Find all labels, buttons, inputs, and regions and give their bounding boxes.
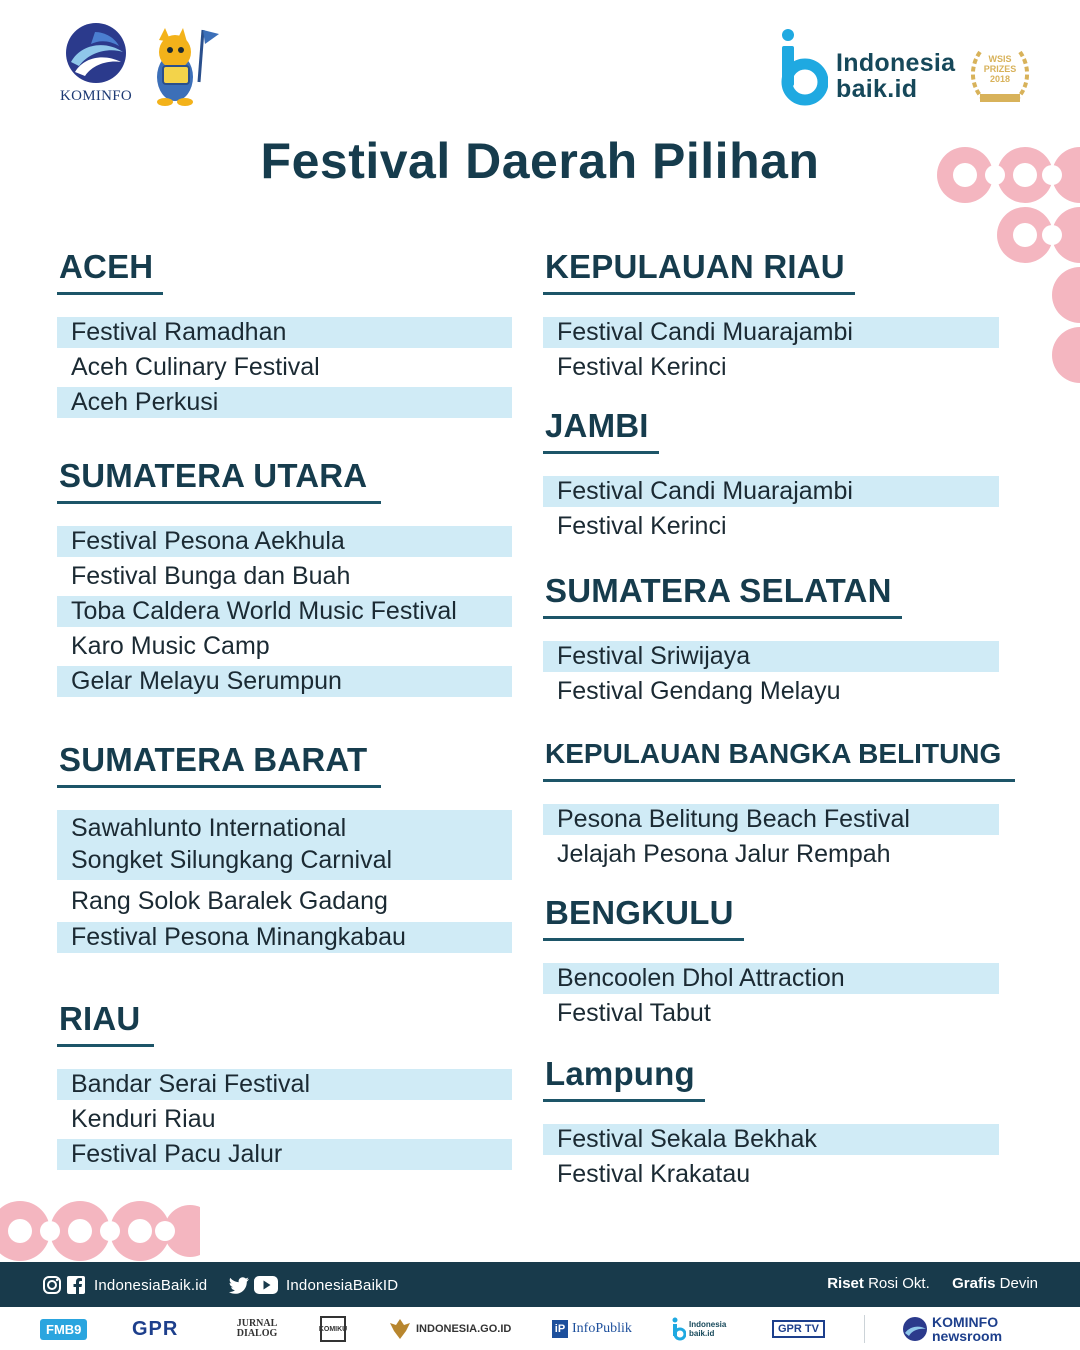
wsis-line-1: WSIS	[988, 54, 1012, 64]
credits	[827, 1275, 1038, 1292]
list-item: Festival Ramadhan	[57, 317, 512, 348]
partner-gpr-logo[interactable]: GPR	[132, 1317, 179, 1340]
infopublik-icon: iP	[552, 1320, 568, 1338]
partner-jurnal-dialog-logo[interactable]: JURNAL DIALOG	[236, 1318, 278, 1339]
ib-line-2: baik.id	[836, 75, 918, 103]
ib-line-1: Indonesia	[836, 49, 956, 77]
wsis-line-3: 2018	[989, 74, 1011, 84]
section-title: Lampung	[543, 1055, 705, 1102]
page-title: Festival Daerah Pilihan	[260, 133, 820, 189]
youtube-icon[interactable]	[254, 1276, 278, 1294]
section-title: SUMATERA SELATAN	[543, 572, 902, 619]
section-title: KEPULAUAN BANGKA BELITUNG	[543, 735, 1015, 782]
festival-list	[543, 317, 1033, 385]
indonesia-baik-logo	[780, 28, 965, 108]
kominfo-logo	[55, 22, 137, 106]
list-item: Aceh Perkusi	[57, 387, 512, 418]
section-jambi	[543, 407, 1033, 544]
list-item: Toba Caldera World Music Festival	[57, 596, 512, 627]
kominfo-small-icon	[902, 1316, 928, 1342]
social-group-1	[42, 1274, 207, 1296]
festival-list	[57, 810, 547, 953]
list-item: Festival Pesona Minangkabau	[57, 922, 512, 953]
list-item: Kenduri Riau	[71, 1105, 216, 1133]
grafis-label: Grafis	[952, 1275, 996, 1292]
grafis-name: Devin	[999, 1275, 1038, 1292]
partner-infopublik-logo[interactable]: iP InfoPublik	[552, 1316, 632, 1342]
wsis-line-2: PRIZES	[983, 64, 1017, 74]
list-item: Festival Kerinci	[557, 512, 727, 540]
list-item: Bandar Serai Festival	[57, 1069, 512, 1100]
festival-list	[57, 1069, 547, 1170]
section-kepulauan-bangka-belitung	[543, 735, 1033, 872]
twitter-icon[interactable]	[228, 1275, 250, 1295]
riset-label: Riset	[827, 1275, 864, 1292]
section-sumatera-utara	[57, 457, 547, 699]
indonesia-baik-wordmark	[836, 50, 955, 102]
partner-divider	[864, 1315, 865, 1343]
list-item: Pesona Belitung Beach Festival	[543, 804, 999, 835]
list-item: Gelar Melayu Serumpun	[57, 666, 512, 697]
list-item: Festival Gendang Melayu	[557, 677, 841, 705]
handle-indonesiabaikid[interactable]: IndonesiaBaikID	[286, 1276, 399, 1294]
riset-name: Rosi Okt.	[868, 1275, 930, 1292]
festival-list	[543, 641, 1033, 709]
list-item-line-1: Sawahlunto International	[71, 814, 347, 842]
pink-ornament-bottom-left	[0, 1195, 200, 1265]
section-kepulauan-riau	[543, 248, 1033, 385]
section-bengkulu	[543, 894, 1033, 1031]
list-item: Jelajah Pesona Jalur Rempah	[557, 840, 891, 868]
indonesia-baik-small-icon	[672, 1317, 686, 1341]
list-item: Bencoolen Dhol Attraction	[543, 963, 999, 994]
partner-fmb9-logo[interactable]: FMB9	[40, 1316, 87, 1342]
list-item: Festival Bunga dan Buah	[71, 562, 351, 590]
footer-bar	[0, 1262, 1080, 1307]
partner-komiku-logo[interactable]: KOMIKU	[320, 1316, 346, 1342]
section-title: JAMBI	[543, 407, 659, 454]
festival-list	[543, 963, 1033, 1031]
indonesia-baik-mark-icon	[780, 28, 828, 106]
list-item: Rang Solok Baralek Gadang	[71, 887, 388, 915]
list-item: Festival Kerinci	[557, 353, 727, 381]
list-item: Aceh Culinary Festival	[71, 353, 320, 381]
partner-logos	[0, 1307, 1080, 1350]
list-item: Festival Candi Muarajambi	[543, 317, 999, 348]
handle-indonesiabaik-id[interactable]: IndonesiaBaik.id	[94, 1276, 208, 1294]
list-item: Karo Music Camp	[71, 632, 270, 660]
section-title: SUMATERA BARAT	[57, 741, 381, 788]
list-item: Festival Sekala Bekhak	[543, 1124, 999, 1155]
list-item: Festival Candi Muarajambi	[543, 476, 999, 507]
partner-kominfo-newsroom-logo[interactable]: KOMINFO newsroom	[902, 1316, 1042, 1342]
partner-gpr-tv-logo[interactable]: GPR TV	[772, 1316, 825, 1342]
partner-indonesia-baik-logo[interactable]: Indonesia baik.id	[672, 1316, 735, 1342]
list-item-line-2: Songket Silungkang Carnival	[71, 846, 393, 874]
list-item: Festival Pacu Jalur	[57, 1139, 512, 1170]
festival-list	[543, 804, 1033, 872]
instagram-icon[interactable]	[42, 1275, 62, 1295]
section-aceh	[57, 248, 547, 420]
header	[0, 0, 1080, 130]
list-item: Festival Krakatau	[557, 1160, 751, 1188]
facebook-icon[interactable]	[66, 1275, 86, 1295]
partner-indonesia-go-id-logo[interactable]: INDONESIA.GO.ID	[388, 1316, 511, 1342]
garuda-icon	[388, 1317, 412, 1341]
section-sumatera-barat	[57, 741, 547, 955]
section-sumatera-selatan	[543, 572, 1033, 709]
section-title: ACEH	[57, 248, 163, 295]
festival-list	[543, 1124, 1033, 1192]
list-item: Festival Tabut	[557, 999, 711, 1027]
wsis-line-4: WINNER	[985, 87, 1015, 94]
section-title: RIAU	[57, 1000, 154, 1047]
festival-list	[57, 317, 547, 418]
festival-list	[57, 526, 547, 697]
festival-list	[543, 476, 1033, 544]
list-item	[57, 810, 512, 880]
section-lampung	[543, 1055, 1033, 1192]
list-item: Festival Pesona Aekhula	[57, 526, 512, 557]
tv-digital-mascot-icon	[145, 22, 219, 106]
social-group-2	[228, 1274, 398, 1296]
kominfo-label: KOMINFO	[59, 88, 133, 104]
section-riau	[57, 1000, 547, 1172]
list-item: Festival Sriwijaya	[543, 641, 999, 672]
kominfo-emblem-icon	[65, 22, 127, 84]
section-title: BENGKULU	[543, 894, 744, 941]
wsis-prizes-badge	[966, 46, 1034, 110]
section-title: KEPULAUAN RIAU	[543, 248, 855, 295]
section-title: SUMATERA UTARA	[57, 457, 381, 504]
